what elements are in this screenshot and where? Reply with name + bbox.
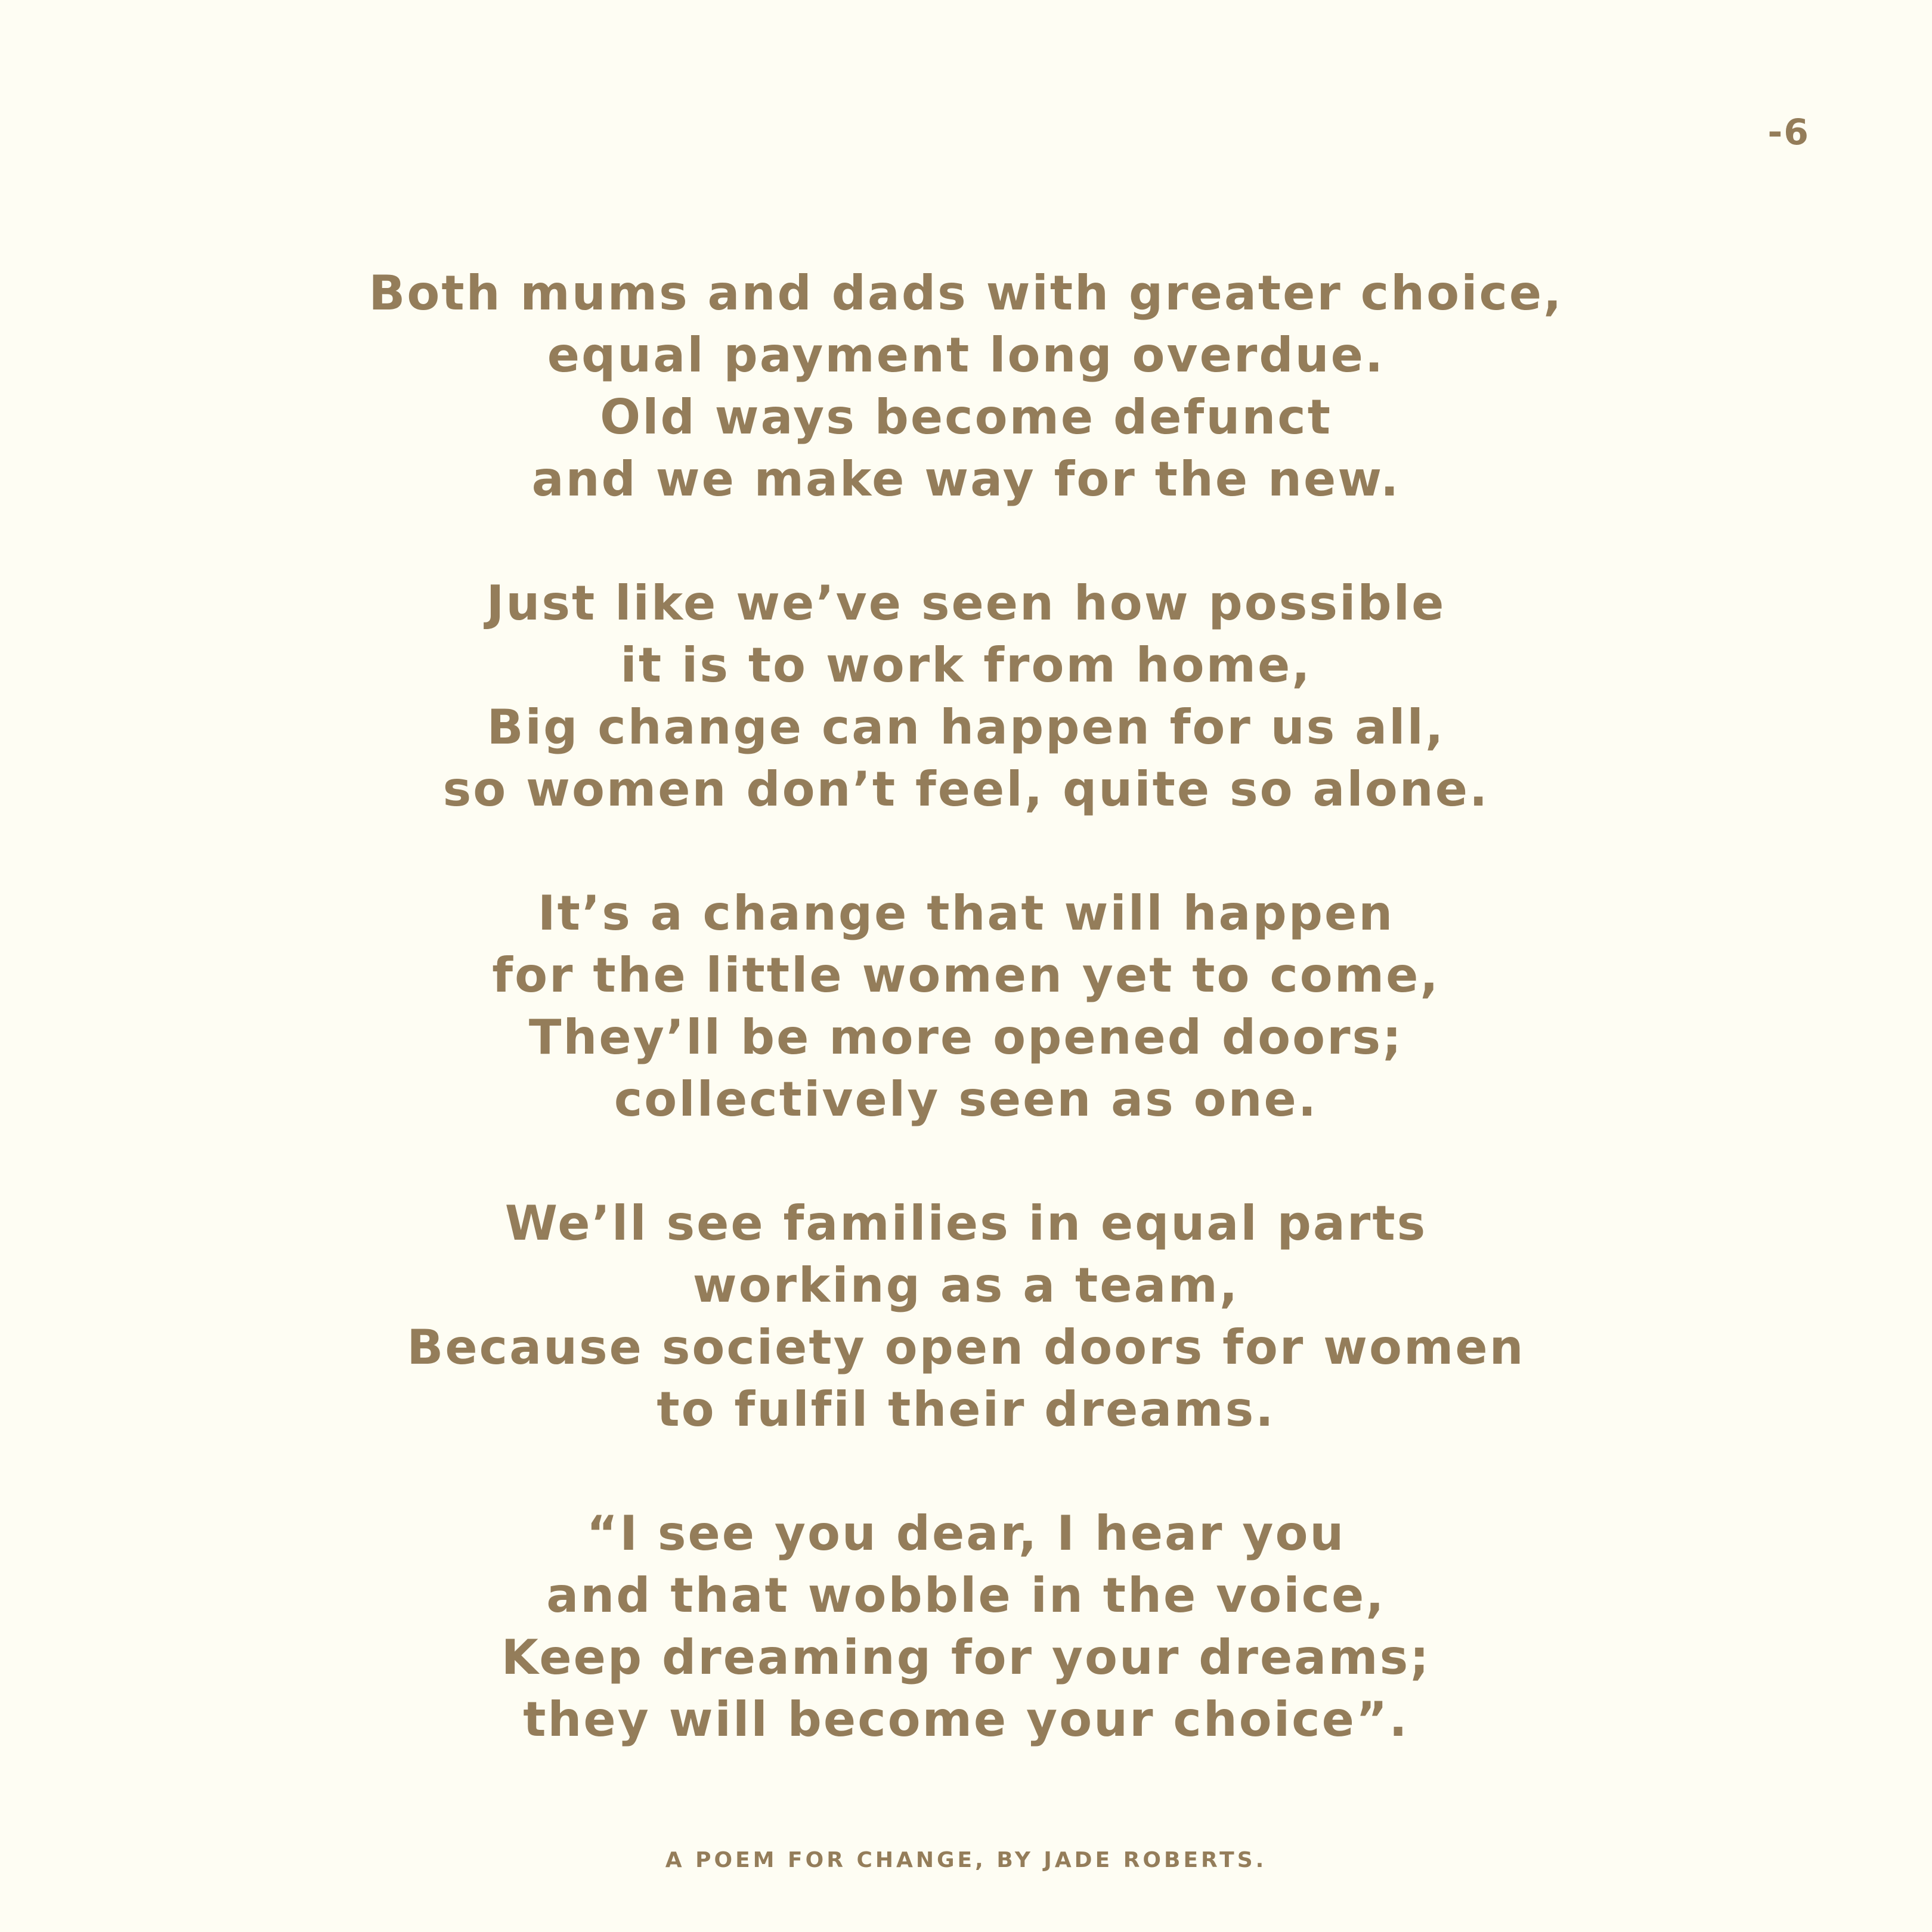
poem-credit: A POEM FOR CHANGE, BY JADE ROBERTS. — [665, 1848, 1267, 1872]
poem-line: and that wobble in the voice, — [546, 1568, 1386, 1623]
poem-line: to fulfil their dreams. — [657, 1382, 1275, 1437]
poem-line: They’ll be more opened doors; — [528, 1010, 1404, 1065]
poem-line: it is to work from home, — [620, 637, 1312, 693]
page-number: -6 — [1767, 112, 1810, 153]
poem-line: and we make way for the new. — [531, 451, 1401, 507]
poem-line: for the little women yet to come, — [492, 948, 1440, 1003]
poem-line: equal payment long overdue. — [547, 327, 1385, 383]
poem-line: Keep dreaming for your dreams; — [501, 1630, 1431, 1685]
poem-line: We’ll see families in equal parts — [504, 1196, 1428, 1251]
poem-line: so women don’t feel, quite so alone. — [442, 761, 1490, 817]
stanza-5 — [0, 1503, 1932, 1751]
poem-line: they will become your choice”. — [523, 1692, 1409, 1747]
poem-line: It’s a change that will happen — [537, 886, 1395, 941]
poem-line: Both mums and dads with greater choice, — [369, 265, 1563, 321]
stanza-2 — [0, 572, 1932, 821]
poem-line: “I see you dear, I hear you — [586, 1506, 1346, 1561]
poem-line: Big change can happen for us all, — [487, 699, 1445, 755]
poem — [0, 262, 1932, 1751]
poem-line: Because society open doors for women — [407, 1320, 1525, 1375]
poem-line: Old ways become defunct — [600, 389, 1332, 445]
poem-line: collectively seen as one. — [614, 1072, 1318, 1127]
stanza-1 — [0, 262, 1932, 510]
stanza-4 — [0, 1193, 1932, 1441]
stanza-3 — [0, 883, 1932, 1131]
poem-line: working as a team, — [692, 1258, 1240, 1313]
poem-line: Just like we’ve seen how possible — [486, 575, 1446, 631]
